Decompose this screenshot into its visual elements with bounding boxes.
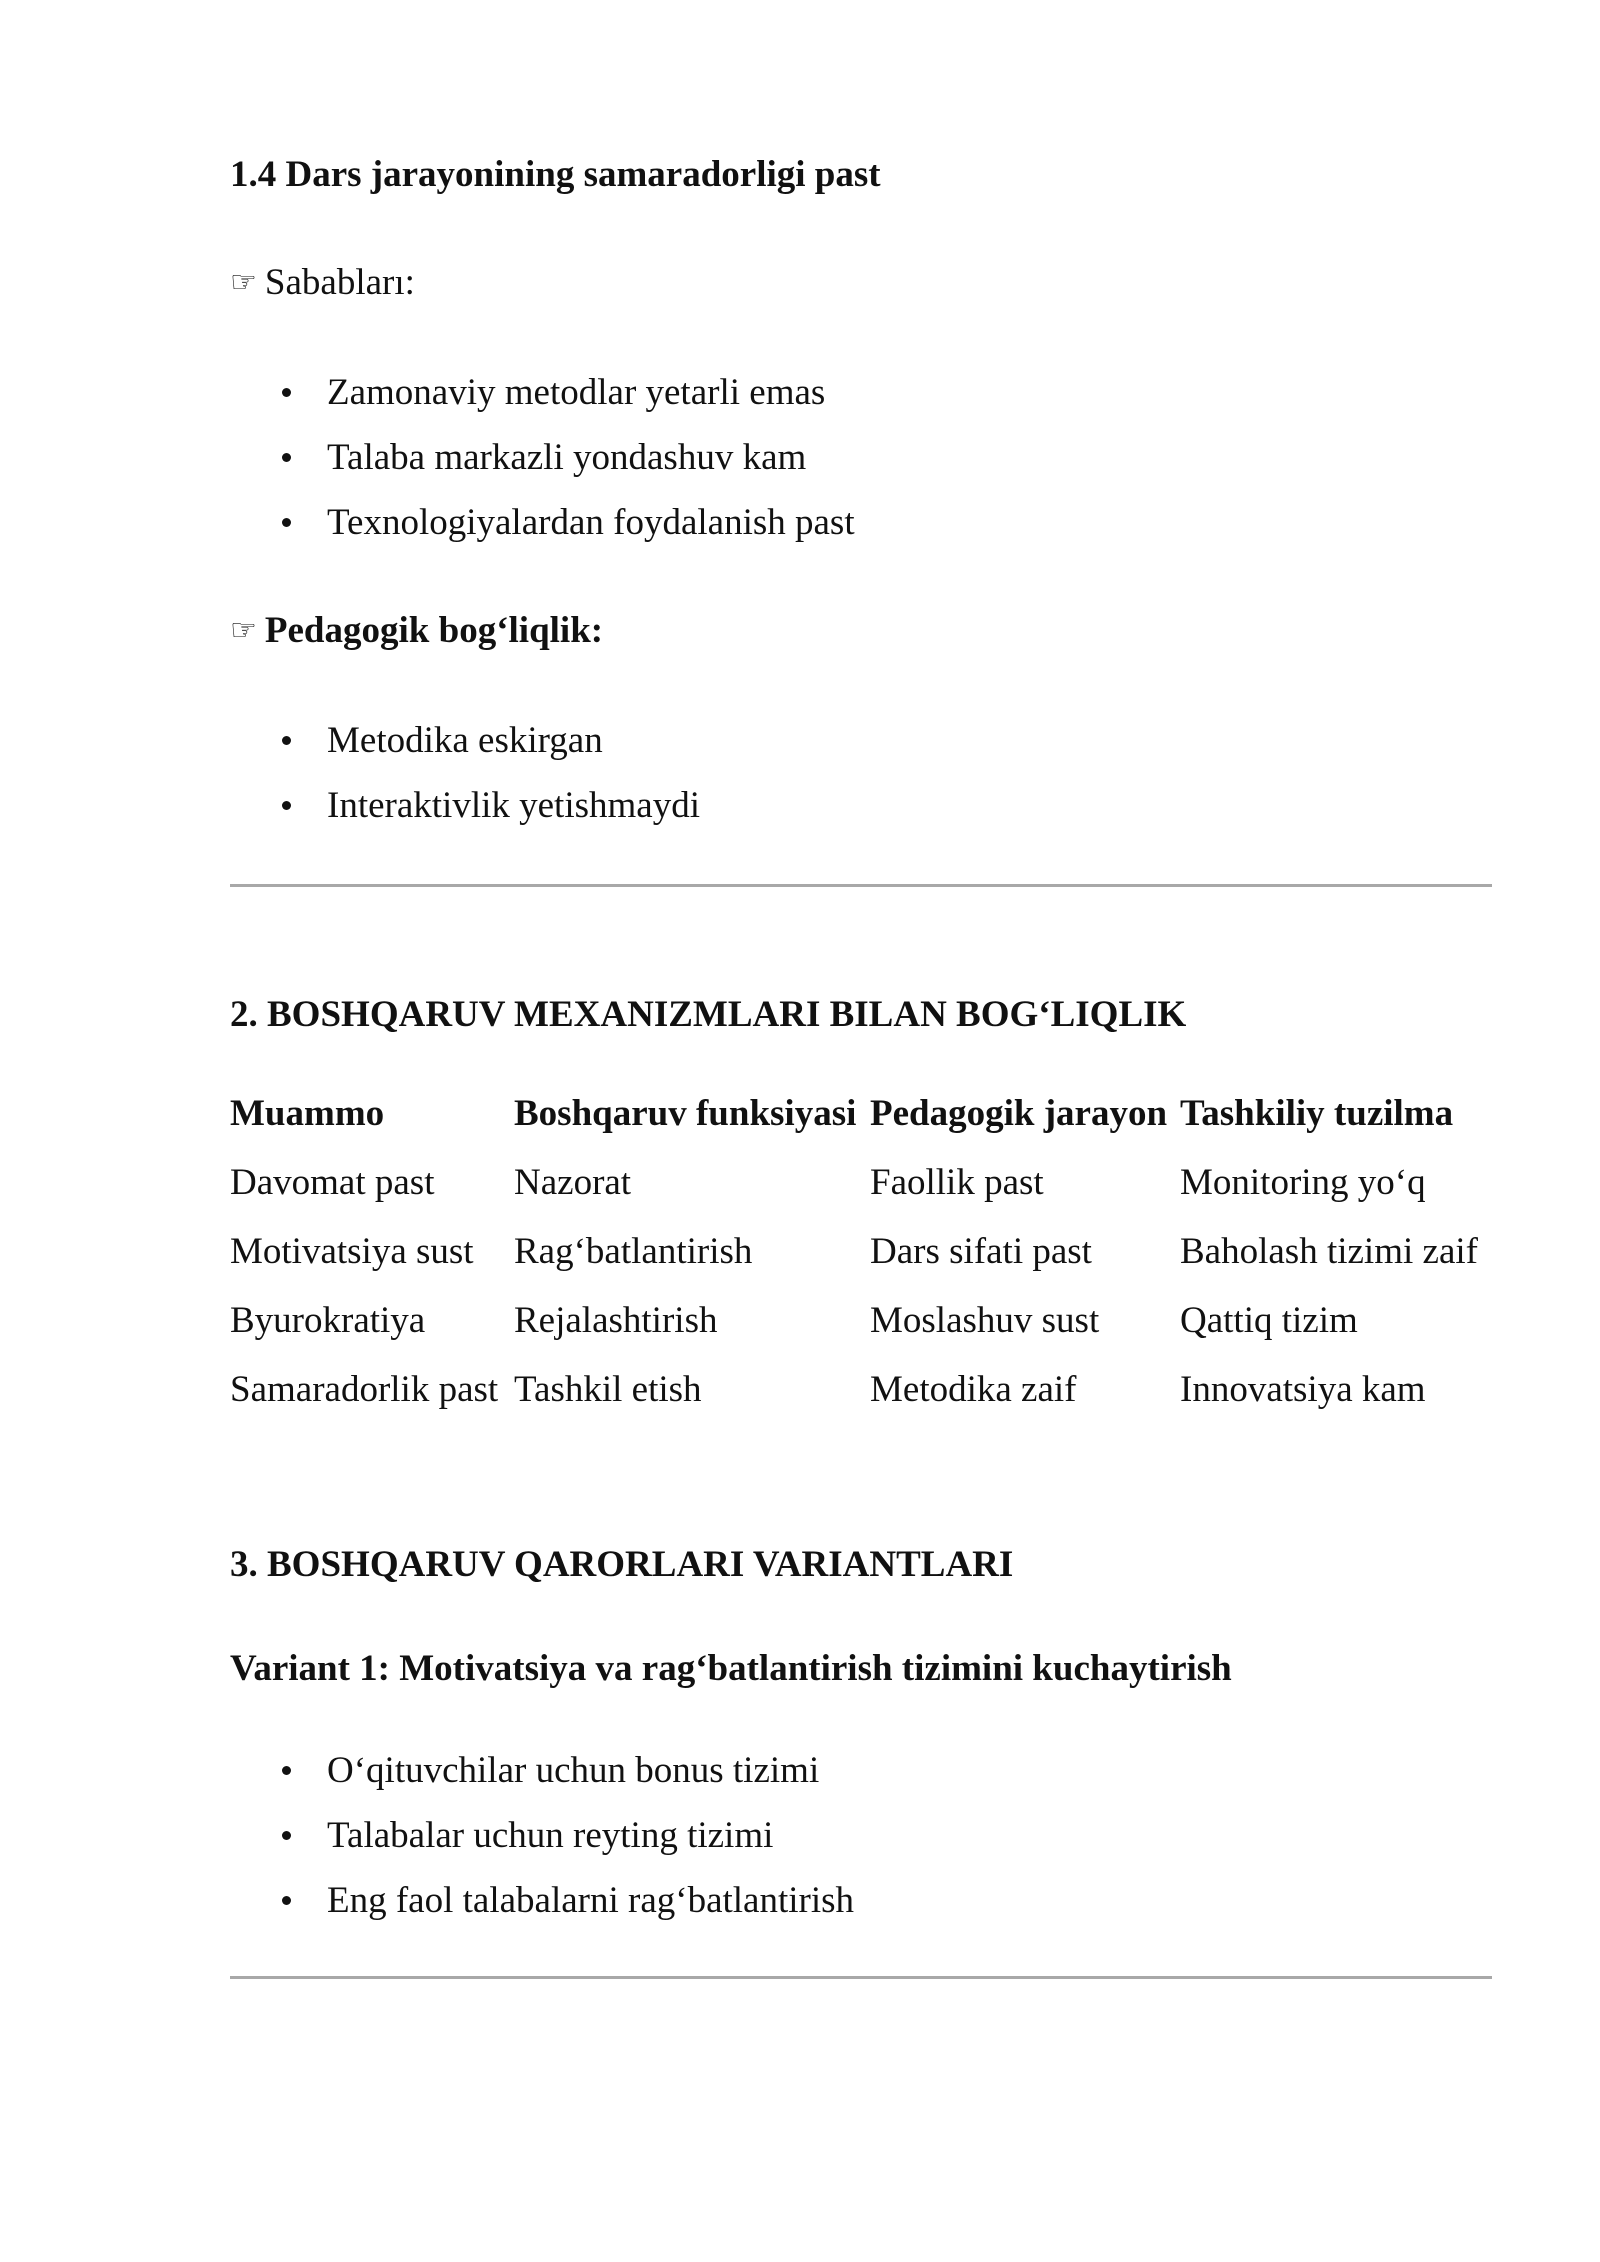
list-item: Talaba markazli yondashuv kam <box>230 439 855 504</box>
table-cell: Monitoring yo‘q <box>1180 1162 1426 1203</box>
pointing-hand-icon: ☞ <box>230 613 257 648</box>
table-cell: Innovatsiya kam <box>1180 1369 1426 1410</box>
reasons-label-line <box>230 264 415 301</box>
table-row <box>230 1368 1500 1437</box>
table-cell: Qattiq tizim <box>1180 1300 1358 1341</box>
table-cell: Motivatsiya sust <box>230 1231 474 1272</box>
table-cell: Byurokratiya <box>230 1300 426 1341</box>
table-cell: Faollik past <box>870 1162 1044 1203</box>
pointing-hand-icon: ☞ <box>230 265 257 300</box>
list-item: Texnologiyalardan foydalanish past <box>230 504 855 569</box>
mechanisms-table <box>230 1092 1500 1437</box>
list-item: O‘qituvchilar uchun bonus tizimi <box>230 1752 854 1817</box>
table-header-row <box>230 1092 1500 1161</box>
bullet-icon <box>282 388 291 397</box>
table-cell: Davomat past <box>230 1162 435 1203</box>
reasons-label: Sababları: <box>264 262 415 303</box>
column-header: Tashkiliy tuzilma <box>1180 1093 1454 1134</box>
table-cell: Rejalashtirish <box>514 1300 718 1341</box>
table-cell: Nazorat <box>514 1162 632 1203</box>
column-header: Muammo <box>230 1093 385 1134</box>
table-row <box>230 1230 1500 1299</box>
table-cell: Tashkil etish <box>514 1369 702 1410</box>
section-3-title: 3. BOSHQARUV QARORLARI VARIANTLARI <box>230 1544 1014 1585</box>
bullet-icon <box>282 1766 291 1775</box>
list-item: Metodika eskirgan <box>230 722 700 787</box>
list-item: Talabalar uchun reyting tizimi <box>230 1817 854 1882</box>
variant-1-list <box>230 1752 854 1947</box>
section-2-title: 2. BOSHQARUV MEXANIZMLARI BILAN BOG‘LIQLIK <box>230 994 1187 1035</box>
variant-1-title: Variant 1: Motivatsiya va rag‘batlantirish tizimini kuchaytirish <box>230 1648 1232 1689</box>
bullet-icon <box>282 518 291 527</box>
bullet-icon <box>282 1896 291 1905</box>
table-row <box>230 1299 1500 1368</box>
list-item: Zamonaviy metodlar yetarli emas <box>230 374 855 439</box>
table-cell: Samaradorlik past <box>230 1369 499 1410</box>
bullet-icon <box>282 801 291 810</box>
table-cell: Moslashuv sust <box>870 1300 1100 1341</box>
table-cell: Baholash tizimi zaif <box>1180 1231 1478 1272</box>
pedagogic-list <box>230 722 700 852</box>
bullet-icon <box>282 736 291 745</box>
horizontal-divider <box>230 884 1492 887</box>
section-1-4-title: 1.4 Dars jarayonining samaradorligi past <box>230 154 881 195</box>
bullet-icon <box>282 453 291 462</box>
column-header: Pedagogik jarayon <box>870 1093 1168 1134</box>
reasons-list <box>230 374 855 569</box>
table-cell: Dars sifati past <box>870 1231 1092 1272</box>
bullet-icon <box>282 1831 291 1840</box>
table-cell: Rag‘batlantirish <box>514 1231 753 1272</box>
table-cell: Metodika zaif <box>870 1369 1077 1410</box>
list-item: Eng faol talabalarni rag‘batlantirish <box>230 1882 854 1947</box>
horizontal-divider <box>230 1976 1492 1979</box>
column-header: Boshqaruv funksiyasi <box>514 1093 857 1134</box>
list-item: Interaktivlik yetishmaydi <box>230 787 700 852</box>
pedagogic-label: Pedagogik bog‘liqlik: <box>264 610 604 651</box>
table-row <box>230 1161 1500 1230</box>
pedagogic-label-line <box>230 612 603 649</box>
